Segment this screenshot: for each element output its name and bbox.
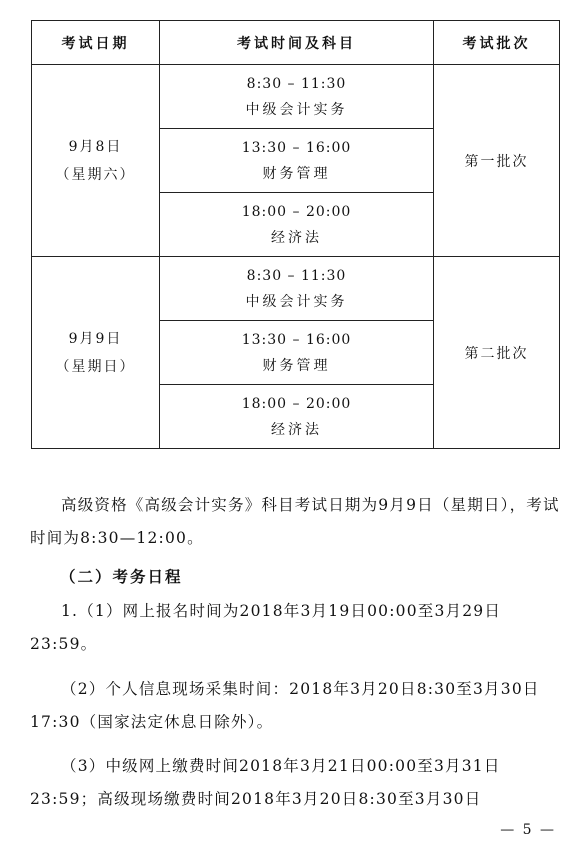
exam-subject: 中级会计实务 <box>245 101 348 118</box>
exam-date-cell <box>32 257 160 449</box>
exam-schedule-table <box>31 20 560 449</box>
paragraph-text: 1.（1）网上报名时间为2018年3月19日00:00至3月29日23:59。 <box>30 602 502 653</box>
exam-time: 13:30 – 16:00 <box>241 139 352 156</box>
exam-date: 9月9日 <box>68 330 123 347</box>
payment-paragraph <box>30 750 562 816</box>
exam-date-cell <box>32 65 160 257</box>
table-row <box>32 257 560 321</box>
exam-subject: 财务管理 <box>262 357 331 374</box>
exam-time: 8:30 – 11:30 <box>246 267 347 284</box>
exam-time: 8:30 – 11:30 <box>246 75 347 92</box>
header-exam-date: 考试日期 <box>32 21 160 65</box>
paragraph-text: 高级资格《高级会计实务》科目考试日期为9月9日（星期日），考试时间为8:30—12:00。 <box>30 496 560 547</box>
exam-subject: 财务管理 <box>262 165 331 182</box>
exam-weekday: （星期六） <box>55 166 136 183</box>
exam-batch-cell: 第二批次 <box>434 257 560 449</box>
header-exam-time-subject: 考试时间及科目 <box>160 21 434 65</box>
exam-date: 9月8日 <box>68 138 123 155</box>
exam-time: 13:30 – 16:00 <box>241 331 352 348</box>
exam-slot-cell <box>160 193 434 257</box>
section-heading: （二）考务日程 <box>60 568 183 586</box>
exam-time: 18:00 – 20:00 <box>241 203 352 220</box>
exam-time: 18:00 – 20:00 <box>241 395 352 412</box>
exam-slot-cell <box>160 257 434 321</box>
exam-slot-cell <box>160 321 434 385</box>
page-number: — 5 — <box>500 822 556 838</box>
info-collection-paragraph <box>30 673 562 739</box>
paragraph-text: （3）中级网上缴费时间2018年3月21日00:00至3月31日23:59；高级现场缴费时间2018年3月20日8:30至3月30日 <box>30 757 501 808</box>
exam-subject: 中级会计实务 <box>245 293 348 310</box>
table-header-row <box>32 21 560 65</box>
exam-slot-cell <box>160 385 434 449</box>
table-row <box>32 65 560 129</box>
registration-paragraph <box>30 595 562 661</box>
exam-subject: 经济法 <box>271 421 322 438</box>
exam-slot-cell <box>160 65 434 129</box>
exam-slot-cell <box>160 129 434 193</box>
exam-subject: 经济法 <box>271 229 322 246</box>
paragraph-text: （2）个人信息现场采集时间：2018年3月20日8:30至3月30日17:30（国家法定休息日除外）。 <box>30 680 540 731</box>
exam-batch-cell: 第一批次 <box>434 65 560 257</box>
exam-weekday: （星期日） <box>55 358 136 375</box>
header-exam-batch: 考试批次 <box>434 21 560 65</box>
senior-exam-paragraph <box>30 489 562 555</box>
